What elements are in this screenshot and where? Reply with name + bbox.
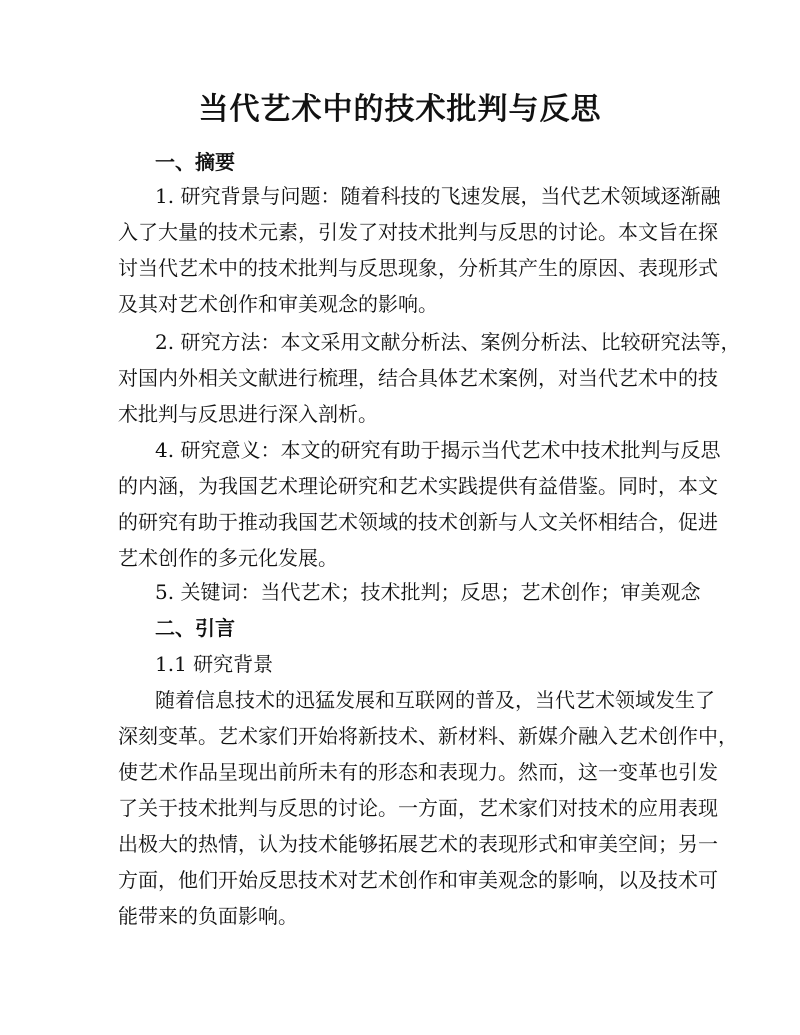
paragraph-line: 4. 研究意义：本文的研究有助于揭示当代艺术中技术批判与反思 [155, 438, 721, 462]
paragraph-line: 1. 研究背景与问题：随着科技的飞速发展，当代艺术领域逐渐融 [155, 184, 721, 208]
paragraph-line: 的内涵，为我国艺术理论研究和艺术实践提供有益借鉴。同时，本文 [118, 474, 718, 498]
paragraph-line: 能带来的负面影响。 [118, 904, 298, 928]
paragraph-line: 深刻变革。艺术家们开始将新技术、新材料、新媒介融入艺术创作中， [118, 724, 738, 748]
paragraph-line: 入了大量的技术元素，引发了对技术批判与反思的讨论。本文旨在探 [118, 220, 718, 244]
intro-heading: 二、引言 [155, 616, 235, 640]
paragraph-line: 艺术创作的多元化发展。 [118, 546, 338, 570]
paragraph-line: 2. 研究方法：本文采用文献分析法、案例分析法、比较研究法等， [155, 330, 741, 354]
paragraph-line: 术批判与反思进行深入剖析。 [118, 402, 378, 426]
paragraph-line: 了关于技术批判与反思的讨论。一方面，艺术家们对技术的应用表现 [118, 796, 718, 820]
paragraph-line: 方面，他们开始反思技术对艺术创作和审美观念的影响，以及技术可 [118, 868, 718, 892]
subsection-heading: 1.1 研究背景 [155, 652, 274, 676]
abstract-heading: 一、摘要 [155, 150, 235, 174]
paragraph-line: 及其对艺术创作和审美观念的影响。 [118, 292, 438, 316]
paragraph-line: 讨当代艺术中的技术批判与反思现象，分析其产生的原因、表现形式 [118, 256, 718, 280]
keywords-line: 5. 关键词：当代艺术；技术批判；反思；艺术创作；审美观念 [155, 580, 701, 604]
paragraph-line: 的研究有助于推动我国艺术领域的技术创新与人文关怀相结合，促进 [118, 510, 718, 534]
paragraph-line: 对国内外相关文献进行梳理，结合具体艺术案例，对当代艺术中的技 [118, 366, 718, 390]
document-title: 当代艺术中的技术批判与反思 [198, 92, 602, 127]
paragraph-line: 出极大的热情，认为技术能够拓展艺术的表现形式和审美空间；另一 [118, 832, 718, 856]
paragraph-line: 使艺术作品呈现出前所未有的形态和表现力。然而，这一变革也引发 [118, 760, 718, 784]
paragraph-line: 随着信息技术的迅猛发展和互联网的普及，当代艺术领域发生了 [155, 688, 715, 712]
